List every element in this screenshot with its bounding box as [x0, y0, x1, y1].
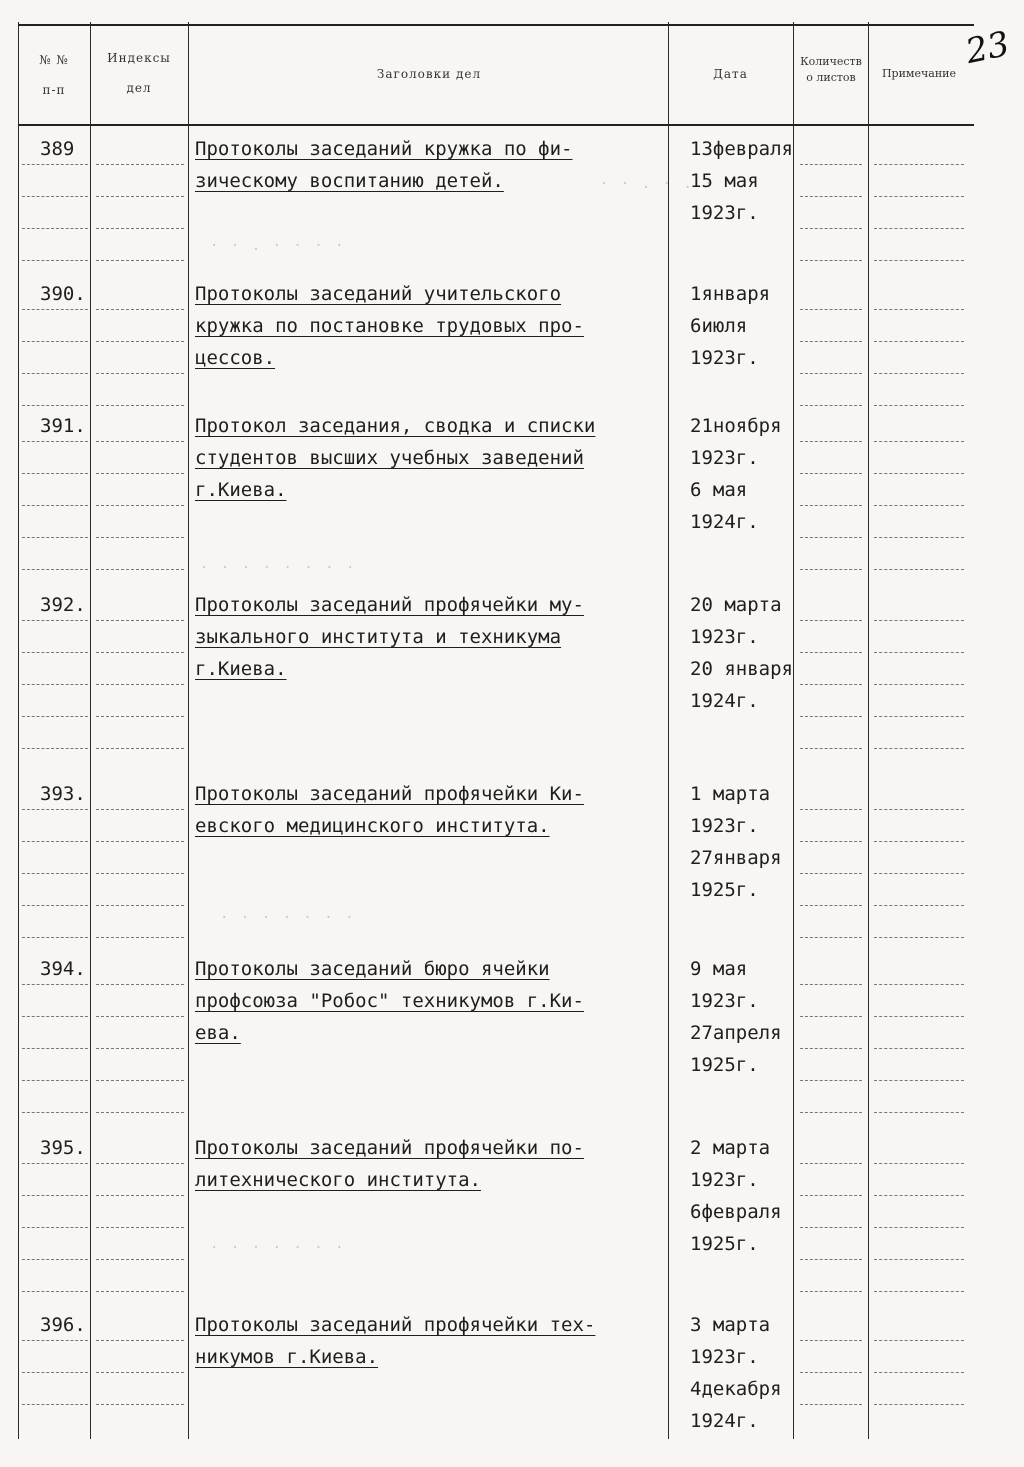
row-separator — [800, 652, 862, 653]
entry-date-line: 4декабря — [690, 1378, 782, 1400]
entry-date-line: 1923г. — [690, 447, 759, 469]
row-separator — [96, 1372, 184, 1373]
row-separator — [874, 260, 964, 261]
bleed-through: · · · · · · · — [220, 910, 356, 926]
entry-date-line: 6 мая — [690, 479, 748, 501]
entry-title-line: Протоколы заседаний профячейки му- — [195, 594, 584, 616]
row-separator — [96, 620, 184, 621]
entry-title-line: Протоколы заседаний кружка по фи- — [195, 138, 573, 160]
row-separator — [800, 716, 862, 717]
row-separator — [800, 341, 862, 342]
row-separator — [800, 164, 862, 165]
row-separator — [800, 841, 862, 842]
entry-date-line: 13февраля — [690, 138, 793, 160]
column-rule — [90, 22, 91, 1439]
row-separator — [874, 309, 964, 310]
bleed-through: · · · · · · · — [210, 1240, 346, 1256]
entry-number: 396. — [40, 1314, 86, 1336]
row-separator — [874, 841, 964, 842]
row-separator — [22, 1227, 88, 1228]
entry-date-line: 27января — [690, 847, 782, 869]
row-separator — [800, 1112, 862, 1113]
row-separator — [22, 841, 88, 842]
entry-date-line: 1923г. — [690, 1169, 759, 1191]
row-separator — [96, 405, 184, 406]
entry-date-line: 21ноября — [690, 415, 782, 437]
row-separator — [22, 505, 88, 506]
row-separator — [874, 873, 964, 874]
entry-date-line: 3 марта — [690, 1314, 771, 1336]
row-separator — [22, 620, 88, 621]
row-separator — [22, 196, 88, 197]
row-separator — [800, 473, 862, 474]
row-separator — [800, 260, 862, 261]
column-rule — [188, 22, 189, 1439]
entry-date-line: 1923г. — [690, 1346, 759, 1368]
column-rule — [18, 22, 19, 1439]
row-separator — [96, 1340, 184, 1341]
row-separator — [96, 809, 184, 810]
row-separator — [800, 984, 862, 985]
header-sheets: Количество листов — [800, 55, 862, 84]
row-separator — [800, 1340, 862, 1341]
row-separator — [22, 1404, 88, 1405]
entry-title-line: зическому воспитанию детей. — [195, 170, 504, 192]
row-separator — [96, 260, 184, 261]
entry-date-line: 1923г. — [690, 990, 759, 1012]
row-separator — [874, 652, 964, 653]
row-separator — [22, 373, 88, 374]
row-separator — [22, 1372, 88, 1373]
row-separator — [800, 1227, 862, 1228]
entry-number: 394. — [40, 958, 86, 980]
row-separator — [874, 537, 964, 538]
row-separator — [800, 228, 862, 229]
row-separator — [800, 1080, 862, 1081]
entry-title-line: цессов. — [195, 347, 276, 369]
row-separator — [22, 473, 88, 474]
column-rule — [868, 22, 869, 1439]
row-separator — [22, 164, 88, 165]
row-separator — [96, 684, 184, 685]
entry-date-line: 1923г. — [690, 626, 759, 648]
row-separator — [874, 505, 964, 506]
entry-date-line: 1925г. — [690, 879, 759, 901]
row-separator — [96, 841, 184, 842]
row-separator — [874, 905, 964, 906]
row-separator — [800, 1259, 862, 1260]
row-separator — [22, 937, 88, 938]
row-separator — [874, 341, 964, 342]
row-separator — [874, 164, 964, 165]
row-separator — [96, 228, 184, 229]
row-separator — [800, 1372, 862, 1373]
bleed-through: · · . · . · — [600, 176, 715, 192]
row-separator — [874, 405, 964, 406]
row-separator — [96, 537, 184, 538]
row-separator — [800, 620, 862, 621]
row-separator — [800, 373, 862, 374]
entry-date-line: 1925г. — [690, 1233, 759, 1255]
row-separator — [96, 1080, 184, 1081]
header-num — [20, 52, 88, 98]
row-separator — [800, 905, 862, 906]
row-separator — [800, 309, 862, 310]
row-separator — [874, 1259, 964, 1260]
entry-title-line: литехнического института. — [195, 1169, 481, 1191]
row-separator — [874, 1340, 964, 1341]
row-separator — [874, 748, 964, 749]
row-separator — [96, 1404, 184, 1405]
row-separator — [874, 809, 964, 810]
row-separator — [874, 1291, 964, 1292]
row-separator — [96, 716, 184, 717]
entry-date-line: 1923г. — [690, 815, 759, 837]
entry-date-line: 1923г. — [690, 202, 759, 224]
entry-date-line: 15 мая — [690, 170, 759, 192]
row-separator — [96, 441, 184, 442]
row-separator — [96, 984, 184, 985]
entry-title-line: студентов высших учебных заведений — [195, 447, 584, 469]
header-num-sub: п-п — [42, 83, 66, 97]
row-separator — [96, 1016, 184, 1017]
row-separator — [96, 937, 184, 938]
row-separator — [22, 716, 88, 717]
row-separator — [874, 441, 964, 442]
row-separator — [800, 537, 862, 538]
row-separator — [22, 228, 88, 229]
row-separator — [96, 1227, 184, 1228]
entry-title-line: г.Киева. — [195, 658, 287, 680]
entry-number: 395. — [40, 1137, 86, 1159]
entry-title-line: Протоколы заседаний учительского — [195, 283, 562, 305]
entry-date-line: 6июля — [690, 315, 748, 337]
column-rule — [668, 22, 669, 1439]
row-separator — [22, 984, 88, 985]
row-separator — [800, 1404, 862, 1405]
row-separator — [96, 1195, 184, 1196]
entry-number: 392. — [40, 594, 86, 616]
row-separator — [874, 569, 964, 570]
row-separator — [22, 569, 88, 570]
entry-number: 391. — [40, 415, 86, 437]
row-separator — [874, 228, 964, 229]
row-separator — [22, 260, 88, 261]
row-separator — [800, 1291, 862, 1292]
row-separator — [874, 684, 964, 685]
row-separator — [800, 809, 862, 810]
row-separator — [800, 748, 862, 749]
row-separator — [96, 1112, 184, 1113]
entry-title-line: Протоколы заседаний бюро ячейки — [195, 958, 550, 980]
row-separator — [96, 473, 184, 474]
row-separator — [22, 1163, 88, 1164]
row-separator — [800, 505, 862, 506]
row-separator — [22, 1259, 88, 1260]
row-separator — [800, 441, 862, 442]
row-separator — [96, 1291, 184, 1292]
entry-date-line: 27апреля — [690, 1022, 782, 1044]
row-separator — [96, 569, 184, 570]
row-separator — [22, 905, 88, 906]
bleed-through: · · · · · · · · — [200, 560, 357, 576]
row-separator — [800, 937, 862, 938]
row-separator — [874, 716, 964, 717]
row-separator — [800, 1163, 862, 1164]
row-separator — [22, 1291, 88, 1292]
entry-date-line: 2 марта — [690, 1137, 771, 1159]
row-separator — [800, 405, 862, 406]
entry-title-line: евского медицинского института. — [195, 815, 550, 837]
row-separator — [22, 873, 88, 874]
row-separator — [96, 652, 184, 653]
entry-date-line: 1924г. — [690, 511, 759, 533]
row-separator — [800, 1195, 862, 1196]
entry-number: 390. — [40, 283, 86, 305]
entry-number: 393. — [40, 783, 86, 805]
entry-title-line: Протоколы заседаний профячейки тех- — [195, 1314, 596, 1336]
row-separator — [96, 1163, 184, 1164]
entry-date-line: 1924г. — [690, 690, 759, 712]
row-separator — [22, 309, 88, 310]
entry-title-line: Протоколы заседаний профячейки Ки- — [195, 783, 584, 805]
row-separator — [96, 873, 184, 874]
row-separator — [874, 473, 964, 474]
row-separator — [874, 1112, 964, 1113]
header-title: Заголовки дел — [376, 67, 482, 81]
row-separator — [874, 1048, 964, 1049]
entry-date-line: 20 марта — [690, 594, 782, 616]
row-separator — [96, 309, 184, 310]
entry-title-line: никумов г.Киева. — [195, 1346, 379, 1368]
page-number: 23 — [962, 23, 1013, 73]
row-separator — [96, 341, 184, 342]
header-top-rule — [18, 24, 974, 26]
row-separator — [874, 1195, 964, 1196]
row-separator — [800, 684, 862, 685]
row-separator — [874, 1080, 964, 1081]
header-note: Примечание — [881, 67, 957, 80]
row-separator — [874, 984, 964, 985]
header-bottom-rule — [18, 124, 974, 126]
entry-title-line: г.Киева. — [195, 479, 287, 501]
row-separator — [96, 1048, 184, 1049]
row-separator — [874, 1016, 964, 1017]
row-separator — [22, 684, 88, 685]
row-separator — [874, 196, 964, 197]
header-index-label: Индексы — [107, 51, 171, 65]
row-separator — [22, 652, 88, 653]
row-separator — [96, 748, 184, 749]
row-separator — [22, 405, 88, 406]
row-separator — [800, 873, 862, 874]
row-separator — [96, 373, 184, 374]
entry-date-line: 9 мая — [690, 958, 748, 980]
row-separator — [22, 1340, 88, 1341]
row-separator — [22, 748, 88, 749]
header-index-sub: дел — [126, 81, 152, 95]
header-index — [92, 50, 186, 96]
header-date: Дата — [713, 67, 748, 81]
row-separator — [22, 441, 88, 442]
row-separator — [800, 196, 862, 197]
row-separator — [22, 1112, 88, 1113]
entry-date-line: 20 января — [690, 658, 793, 680]
row-separator — [874, 1404, 964, 1405]
entry-number: 389 — [40, 138, 75, 160]
row-separator — [874, 1163, 964, 1164]
row-separator — [874, 373, 964, 374]
row-separator — [96, 905, 184, 906]
row-separator — [96, 1259, 184, 1260]
entry-date-line: 1января — [690, 283, 771, 305]
entry-title-line: профсоюза "Робос" техникумов г.Ки- — [195, 990, 584, 1012]
row-separator — [22, 1048, 88, 1049]
entry-date-line: 1923г. — [690, 347, 759, 369]
entry-title-line: Протокол заседания, сводка и списки — [195, 415, 596, 437]
row-separator — [22, 1016, 88, 1017]
row-separator — [96, 196, 184, 197]
row-separator — [22, 1080, 88, 1081]
row-separator — [96, 505, 184, 506]
entry-title-line: кружка по постановке трудовых про- — [195, 315, 584, 337]
bleed-through: · · . · · · · — [210, 238, 346, 254]
entry-title-line: Протоколы заседаний профячейки по- — [195, 1137, 584, 1159]
row-separator — [96, 164, 184, 165]
row-separator — [874, 1227, 964, 1228]
column-rule — [793, 22, 794, 1439]
row-separator — [874, 620, 964, 621]
row-separator — [874, 1372, 964, 1373]
entry-date-line: 6февраля — [690, 1201, 782, 1223]
row-separator — [800, 1048, 862, 1049]
row-separator — [800, 1016, 862, 1017]
entry-title-line: зыкального института и техникума — [195, 626, 562, 648]
header-num-label: № № — [39, 53, 69, 67]
entry-date-line: 1925г. — [690, 1054, 759, 1076]
row-separator — [22, 1195, 88, 1196]
entry-date-line: 1 марта — [690, 783, 771, 805]
row-separator — [874, 937, 964, 938]
row-separator — [22, 537, 88, 538]
row-separator — [22, 809, 88, 810]
entry-title-line: ева. — [195, 1022, 241, 1044]
row-separator — [800, 569, 862, 570]
entry-date-line: 1924г. — [690, 1410, 759, 1432]
row-separator — [22, 341, 88, 342]
